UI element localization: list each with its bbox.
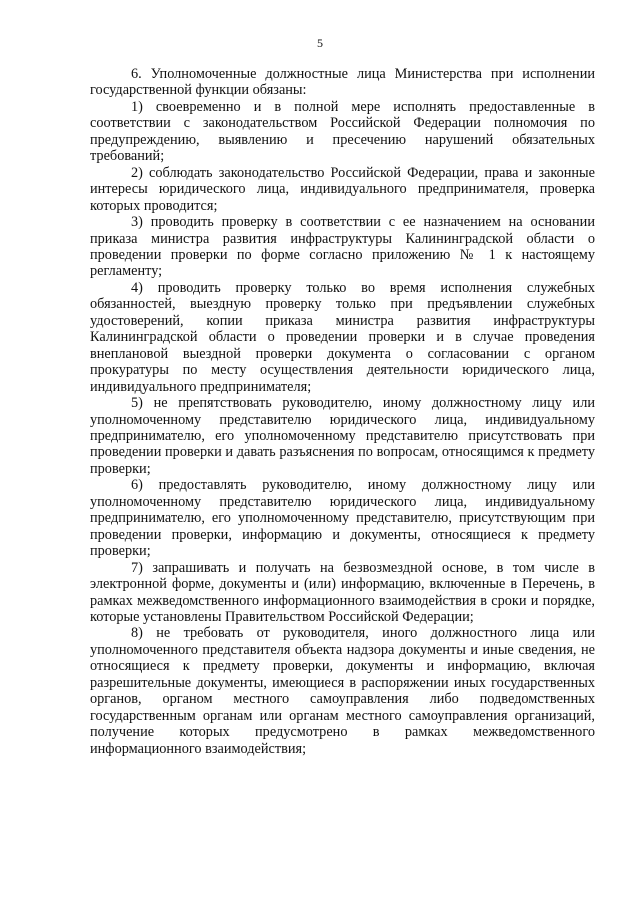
list-item-6: 6) предоставлять руководителю, иному должностному лицу или уполномоченному представителю юридического лица, индивидуальному предпринимателю, его уполномоченному представителю, присутствующим при проведении проверки, информацию и документы, относящиеся к предмету проверки; [90, 477, 595, 560]
document-body [90, 66, 595, 757]
list-item-5: 5) не препятствовать руководителю, иному должностному лицу или уполномоченному представителю юридического лица, индивидуальному предпринимателю, его уполномоченному представителю присутствовать при проведении проверки и давать разъяснения по вопросам, относящимся к предмету проверки; [90, 395, 595, 477]
list-item-3: 3) проводить проверку в соответствии с ее назначением на основании приказа министра развития инфраструктуры Калининградской области о проведении проверки по форме согласно приложению № 1 к настоящему регламенту; [90, 214, 595, 280]
list-item-7: 7) запрашивать и получать на безвозмездной основе, в том числе в электронной форме, документы и (или) информацию, включенные в Перечень, в рамках межведомственного информационного взаимодействия в сроки и порядке, которые установлены Правительством Российской Федерации; [90, 559, 595, 625]
list-item-8: 8) не требовать от руководителя, иного должностного лица или уполномоченного представителя объекта надзора документы и иные сведения, не относящиеся к предмету проверки, документы и информацию, включая разрешительные документы, имеющиеся в распоряжении иных государственных органов, органом местного самоуправления либо подведомственных государственным органам или органам местного самоуправления организаций, получение которых предусмотрено в рамках межведомственного информационного взаимодействия; [90, 625, 595, 757]
list-item-1: 1) своевременно и в полной мере исполнять предоставленные в соответствии с законодательством Российской Федерации полномочия по предупреждению, выявлению и пресечению нарушений обязательных требований; [90, 98, 595, 165]
list-item-4: 4) проводить проверку только во время исполнения служебных обязанностей, выездную проверку только при предъявлении служебных удостоверений, копии приказа министра развития инфраструктуры Калининградской области о проведении проверки и в случае проведения внеплановой выездной проверки документа о согласовании с органом прокуратуры по месту осуществления деятельности юридического лица, индивидуального предпринимателя; [90, 279, 595, 395]
list-item-2: 2) соблюдать законодательство Российской Федерации, права и законные интересы юридического лица, индивидуального предпринимателя, проверка которых проводится; [90, 164, 595, 214]
page-number: 5 [317, 36, 323, 50]
paragraph-6-intro: 6. Уполномоченные должностные лица Министерства при исполнении государственной функции обязаны: [90, 66, 595, 99]
